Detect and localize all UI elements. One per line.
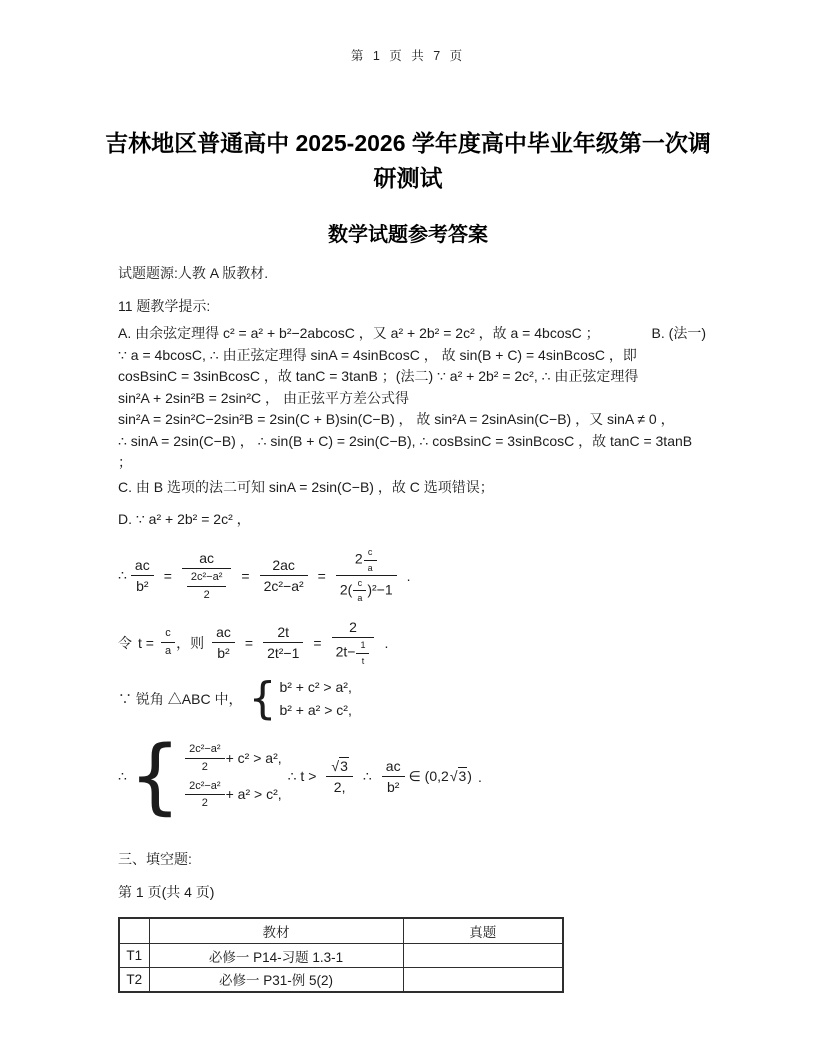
- fraction-c-over-a: $\frac{c}{a}$: [353, 578, 366, 604]
- analysis-line-a1-right: B. (法一): [651, 325, 706, 341]
- fraction-ac-over-b2: $\frac{ac}{\text{b²}}$: [212, 624, 235, 661]
- equals-sign: =: [313, 634, 322, 651]
- t-equals: t =: [138, 634, 154, 651]
- sqrt-icon: √: [331, 757, 340, 774]
- acute-triangle-condition: ∵ 锐角 △ABC 中，: [118, 690, 243, 707]
- let-label: 令: [118, 634, 132, 651]
- analysis-line-a5: sin²A = 2sin²C−2sin²B = 2sin(C + B)sin(C−B) ， 故 sin²A = 2sinAsin(C−B) ，又 sinA ≠ 0 ，: [118, 411, 675, 427]
- fraction-2-over-2t-minus-1-over-t: 2 2t− $\frac{1}{t}$: [332, 619, 375, 666]
- fraction-sqrt3-over-2: $\frac{√3}{2,}$: [326, 758, 352, 795]
- table-row: [119, 968, 563, 992]
- analysis-line-d: D. ∵ a² + 2b² = 2c² ，: [118, 510, 251, 527]
- fraction-ac-over-b2: $\frac{ac}{\text{b²}}$: [131, 557, 154, 594]
- document-title: [0, 126, 816, 196]
- fraction-c-over-a: $\frac{c}{a}$: [364, 547, 377, 573]
- source-line: 试题题源:人教 A 版教材.: [118, 265, 269, 281]
- table-cell-id: T1: [119, 944, 149, 968]
- system-of-inequalities: [248, 672, 352, 724]
- formula-line-3: [118, 673, 706, 725]
- fraction-2t-over-2t2-1: $\frac{2t}{\text{2t²−1}}$: [263, 624, 303, 661]
- fraction-c-over-a: $\frac{c}{a}$: [161, 627, 175, 657]
- answer-page-note: 第 1 页(共 4 页): [118, 883, 215, 900]
- fill-in-section-heading: 三、填空题:: [118, 850, 192, 867]
- interval-membership: ∈ (0,2√3): [408, 768, 472, 784]
- equals-sign: =: [241, 567, 250, 584]
- fraction-1-over-t: $\frac{1}{t}$: [356, 640, 369, 666]
- table-cell-textbook: 必修一 P31-例 5(2): [149, 968, 403, 992]
- table-cell-real-exam: [403, 944, 563, 968]
- analysis-line-a3: cosBsinC = 3sinBcosC ，故 tanC = 3tanB ；(法二) ∵ a² + 2b² = 2c², ∴ 由正弦定理得: [118, 368, 639, 384]
- sqrt-icon: √: [449, 768, 458, 784]
- equals-sign: =: [317, 567, 326, 584]
- fraction-2ac-over-2c2-a2: $\frac{2ac}{\text{2c²−a²}}$: [260, 557, 308, 594]
- system-of-inequalities: [128, 728, 282, 824]
- table-header-real-exam: 真题: [403, 918, 563, 944]
- analysis-line-a1: [118, 323, 706, 345]
- period: .: [406, 567, 411, 584]
- fraction-nested-denominator: $\frac{ac}{\frac{\text{2c²−a²}}{2}}$: [182, 550, 232, 601]
- fraction-2c2-a2-over-2: $\frac{\text{2c²−a²}}{2}$: [185, 780, 225, 810]
- inequality-2: $\frac{\text{2c²−a²}}{2}$ + a² > c²,: [184, 777, 282, 813]
- analysis-line-a2: ∵ a = 4bcosC, ∴ 由正弦定理得 sinA = 4sinBcosC ， 故 sin(B + C) = 4sinBcosC ，即: [118, 346, 637, 363]
- period: .: [477, 768, 482, 785]
- document-body: [118, 264, 706, 993]
- inequality-1: $\frac{\text{2c²−a²}}{2}$ + c² > a²,: [184, 740, 282, 776]
- then-label: ，则: [176, 634, 205, 651]
- table-header-textbook: 教材: [149, 918, 403, 944]
- reference-table: [118, 917, 564, 993]
- analysis-line-a4: sin²A + 2sin²B = 2sin²C ， 由正弦平方差公式得: [118, 389, 409, 406]
- analysis-line-a6: ∴ sinA = 2sin(C−B) ， ∴ sin(B + C) = 2sin(C−B), ∴ cosBsinC = 3sinBcosC ，故 tanC = 3tanB: [118, 432, 693, 449]
- formula-line-4: [118, 728, 706, 824]
- t-greater-than: ∴ t >: [287, 768, 317, 784]
- therefore-symbol: ∴: [118, 567, 127, 583]
- table-header-row: [119, 918, 563, 944]
- analysis-line-c: C. 由 B 选项的法二可知 sinA = 2sin(C−B) ，故 C 选项错误；: [118, 478, 494, 495]
- document-title-line2: 研测试: [373, 165, 443, 191]
- formula-line-2: [118, 619, 706, 667]
- table-row: [119, 944, 563, 968]
- table-header-blank: [119, 918, 149, 944]
- analysis-paragraph: [118, 323, 706, 474]
- equals-sign: =: [163, 567, 172, 584]
- formula-line-1: [118, 545, 706, 607]
- left-brace-icon: {: [128, 728, 182, 824]
- fraction-ac-over-b2: $\frac{ac}{\text{b²}}$: [382, 758, 405, 795]
- table-cell-real-exam: [403, 968, 563, 992]
- equals-sign: =: [244, 634, 254, 651]
- table-cell-id: T2: [119, 968, 149, 992]
- page-number-header: 第 1 页 共 7 页: [350, 49, 466, 63]
- analysis-line-a1-left: A. 由余弦定理得 c² = a² + b²−2abcosC ，又 a² + 2b² = 2c² ，故 a = 4bcosC ；: [118, 325, 600, 341]
- fraction-in-terms-of-c-over-a: 2 $\frac{c}{a}$ 2( $\frac{c}{a}$ )²−1: [336, 547, 397, 603]
- hint-line: 11 题教学提示:: [118, 298, 211, 314]
- inequality-1: b² + c² > a²,: [279, 679, 352, 696]
- inequality-2: b² + a² > c²,: [279, 701, 352, 718]
- document-title-line1: 吉林地区普通高中 2025-2026 学年度高中毕业年级第一次调: [105, 130, 711, 156]
- therefore-symbol: ∴: [118, 768, 127, 784]
- analysis-line-a7: ；: [118, 454, 132, 470]
- document-subtitle: 数学试题参考答案: [328, 224, 488, 246]
- period: .: [384, 634, 389, 651]
- table-cell-textbook: 必修一 P14-习题 1.3-1: [149, 944, 403, 968]
- left-brace-icon: {: [248, 672, 277, 724]
- therefore-symbol: ∴: [362, 768, 372, 784]
- fraction-2c2-a2-over-2: $\frac{\text{2c²−a²}}{2}$: [187, 571, 227, 601]
- fraction-2c2-a2-over-2: $\frac{\text{2c²−a²}}{2}$: [185, 743, 225, 773]
